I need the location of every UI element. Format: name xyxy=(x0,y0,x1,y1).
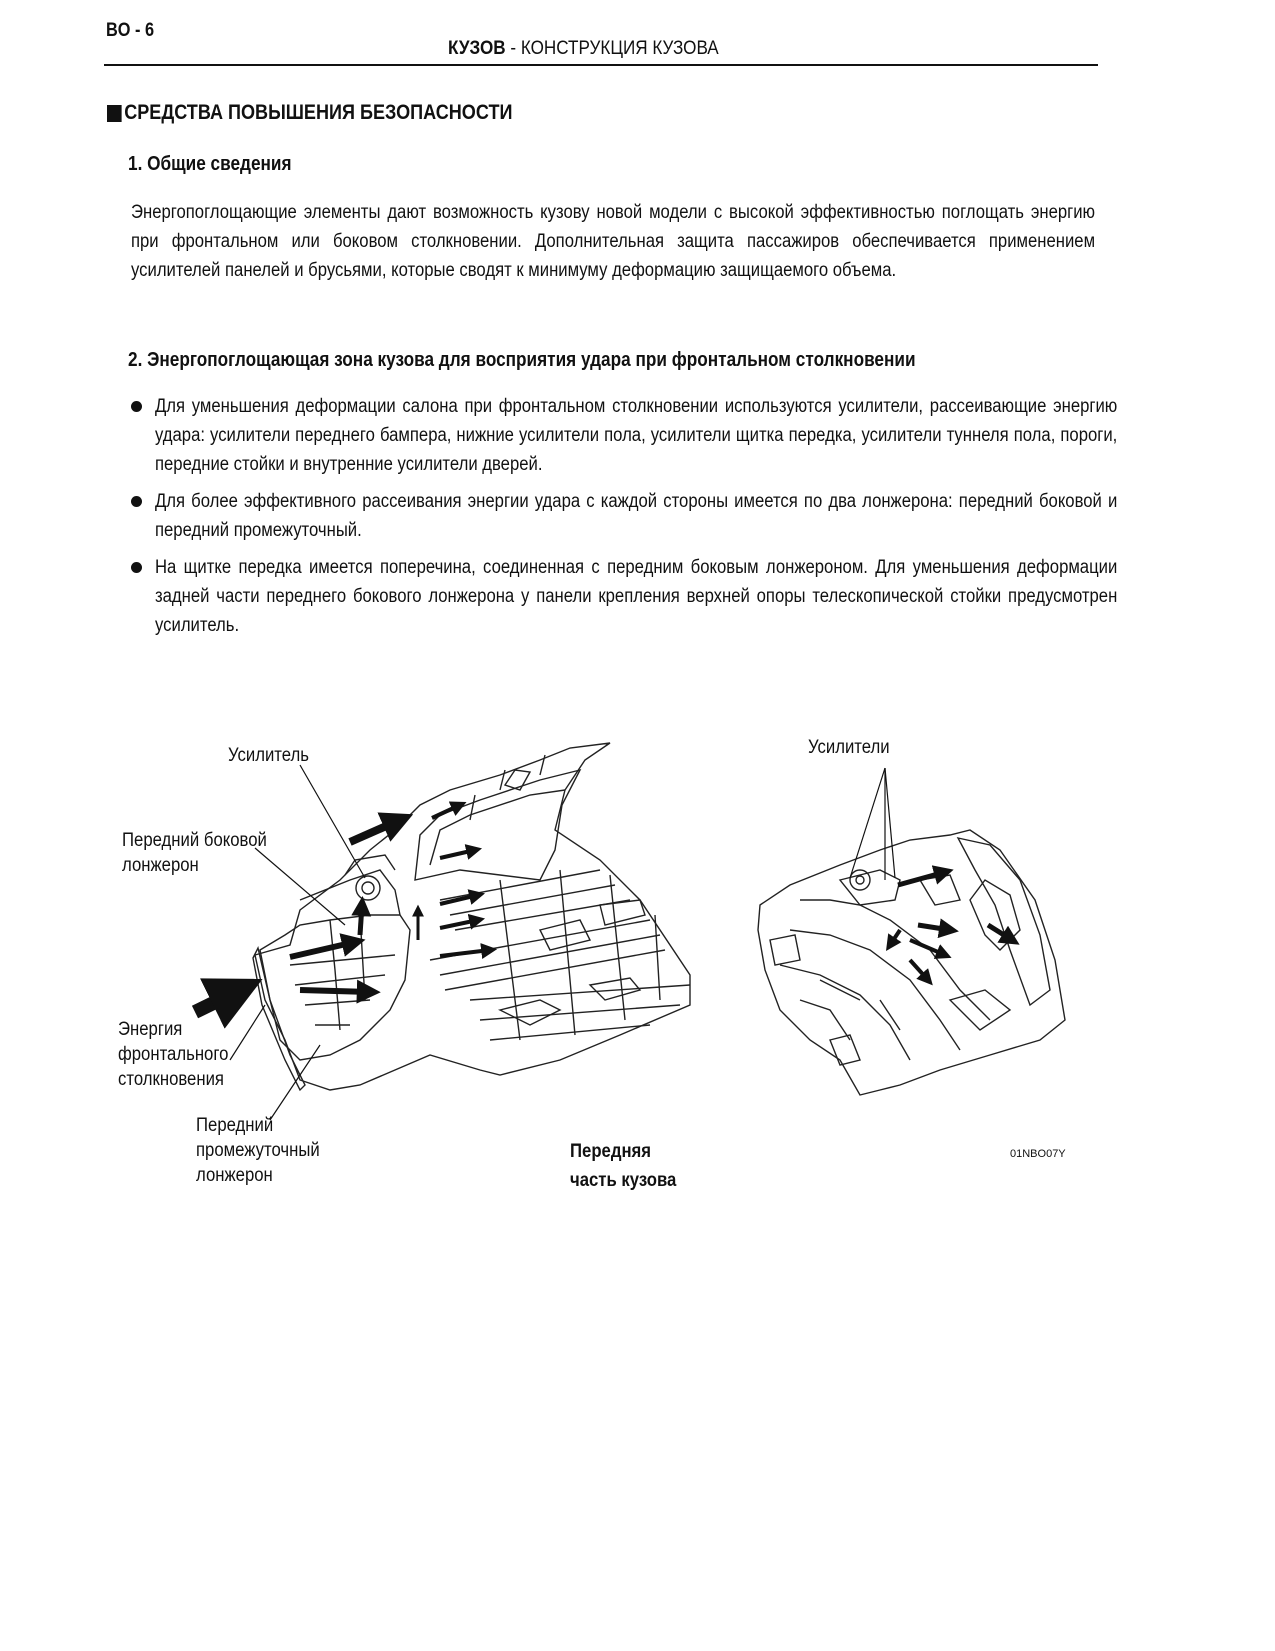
label-reinforcement: Усилитель xyxy=(228,745,309,766)
label-front-intermediate-member: Передний промежуточный лонжерон xyxy=(196,1115,320,1186)
bullet-list xyxy=(128,392,1251,648)
subsection-1-title: 1. Общие сведения xyxy=(128,153,292,175)
frontal-impact-arrow xyxy=(195,990,240,1012)
list-item xyxy=(128,392,1251,479)
label-reinforcements: Усилители xyxy=(808,737,890,758)
subsection-1-paragraph: Энергопоглощающие элементы дают возможность кузову новой модели с высокой эффективностью поглощать энергию при фронтальном или боковом столкновении. Дополнительная защита пассажиров обеспечивается применением усилителей панелей и брусьями, которые сводят к минимуму деформацию защищаемого объема. xyxy=(131,202,1096,281)
left-body-diagram xyxy=(253,743,690,1090)
bullet-dot-icon xyxy=(131,562,142,573)
bullet-dot-icon xyxy=(131,401,142,412)
bullet-text: На щитке передка имеется поперечина, соединенная с передним боковым лонжероном. Для уменьшения деформации задней части переднего бокового лонжерона у панели крепления верхней опоры телескопической стойки предусмотрен усилитель. xyxy=(155,557,1118,636)
bullet-text: Для уменьшения деформации салона при фронтальном столкновении используются усилители, рассеивающие энергию удара: усилители переднего бампера, нижние усилители пола, усилители щитка передка, усилители туннеля пола, пороги, передние стойки и внутренние усилители дверей. xyxy=(155,396,1118,475)
label-frontal-impact-energy: Энергия фронтального столкновения xyxy=(118,1019,229,1090)
header-divider xyxy=(104,64,1098,66)
figure-code: 01NBO07Y xyxy=(1010,1148,1066,1160)
list-item xyxy=(128,553,1251,640)
bullet-text: Для более эффективного рассеивания энергии удара с каждой стороны имеется по два лонжерона: передний боковой и передний промежуточный. xyxy=(155,491,1118,541)
running-header-rest: - КОНСТРУКЦИЯ КУЗОВА xyxy=(505,38,719,59)
label-front-side-member-line1: Передний боковой xyxy=(122,830,267,851)
left-leader-lines xyxy=(230,765,365,1120)
right-body-diagram xyxy=(758,830,1065,1095)
list-item xyxy=(128,487,1251,545)
right-force-arrows xyxy=(890,872,1012,980)
running-header xyxy=(448,38,719,60)
right-leader-lines xyxy=(850,768,895,880)
label-front-side-member-line2: лонжерон xyxy=(122,855,199,876)
bullet-dot-icon xyxy=(131,496,142,507)
square-bullet-icon xyxy=(107,105,122,122)
section-title-text: СРЕДСТВА ПОВЫШЕНИЯ БЕЗОПАСНОСТИ xyxy=(124,101,513,124)
figure-caption: Передняя часть кузова xyxy=(570,1141,677,1191)
section-title xyxy=(107,101,512,125)
subsection-2-title: 2. Энергопоглощающая зона кузова для восприятия удара при фронтальном столкновении xyxy=(128,349,916,371)
running-header-bold: КУЗОВ xyxy=(448,38,506,59)
page-number: BO - 6 xyxy=(106,20,155,41)
